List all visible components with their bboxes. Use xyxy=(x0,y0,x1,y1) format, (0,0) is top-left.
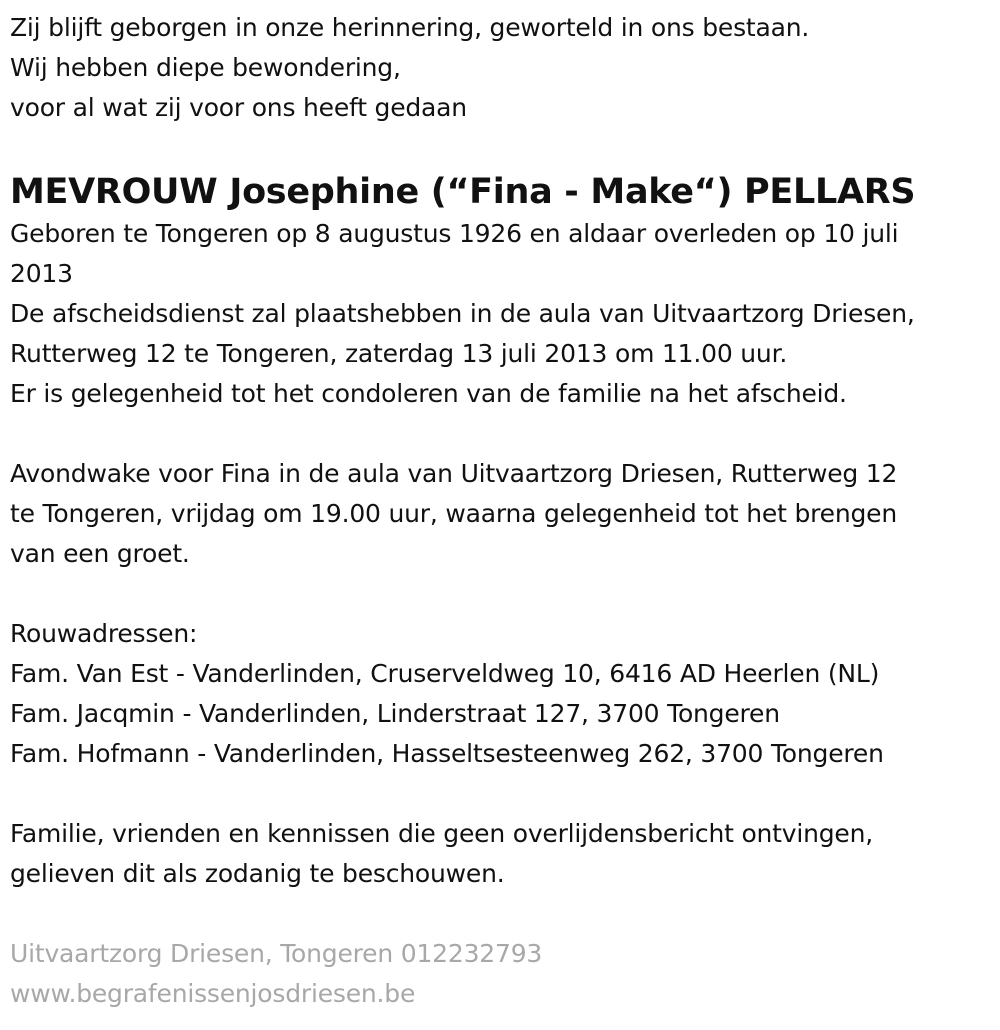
poem-line: voor al wat zij voor ons heeft gedaan xyxy=(10,93,467,122)
address-item: Fam. Van Est - Vanderlinden, Cruserveldweg 10, 6416 AD Heerlen (NL) xyxy=(10,659,880,688)
spacer xyxy=(10,774,990,814)
funeral-home-contact: Uitvaartzorg Driesen, Tongeren 012232793 xyxy=(10,939,543,968)
mourning-addresses xyxy=(10,614,990,774)
condolence-text: Er is gelegenheid tot het condoleren van de familie na het afscheid. xyxy=(10,379,847,408)
footer xyxy=(10,934,990,1014)
funeral-details xyxy=(10,214,990,414)
deceased-name: MEVROUW Josephine (“Fina - Make“) PELLARS xyxy=(10,172,916,212)
birth-death-text: 2013 xyxy=(10,259,73,288)
poem xyxy=(10,8,990,128)
wake-details xyxy=(10,454,990,574)
wake-text: te Tongeren, vrijdag om 19.00 uur, waarna gelegenheid tot het brengen xyxy=(10,499,897,528)
address-item: Fam. Hofmann - Vanderlinden, Hasseltsesteenweg 262, 3700 Tongeren xyxy=(10,739,884,768)
wake-text: Avondwake voor Fina in de aula van Uitvaartzorg Driesen, Rutterweg 12 xyxy=(10,459,898,488)
service-text: Rutterweg 12 te Tongeren, zaterdag 13 juli 2013 om 11.00 uur. xyxy=(10,339,788,368)
address-item: Fam. Jacqmin - Vanderlinden, Linderstraat 127, 3700 Tongeren xyxy=(10,699,780,728)
website-link[interactable]: www.begrafenissenjosdriesen.be xyxy=(10,979,416,1008)
spacer xyxy=(10,574,990,614)
poem-line: Zij blijft geborgen in onze herinnering, geworteld in ons bestaan. xyxy=(10,13,810,42)
addresses-heading: Rouwadressen: xyxy=(10,619,198,648)
notice-text: gelieven dit als zodanig te beschouwen. xyxy=(10,859,505,888)
birth-death-text: Geboren te Tongeren op 8 augustus 1926 en aldaar overleden op 10 juli xyxy=(10,219,899,248)
notice-text: Familie, vrienden en kennissen die geen overlijdensbericht ontvingen, xyxy=(10,819,874,848)
poem-line: Wij hebben diepe bewondering, xyxy=(10,53,401,82)
service-text: De afscheidsdienst zal plaatshebben in de aula van Uitvaartzorg Driesen, xyxy=(10,299,915,328)
notice xyxy=(10,814,990,894)
spacer xyxy=(10,414,990,454)
wake-text: van een groet. xyxy=(10,539,190,568)
